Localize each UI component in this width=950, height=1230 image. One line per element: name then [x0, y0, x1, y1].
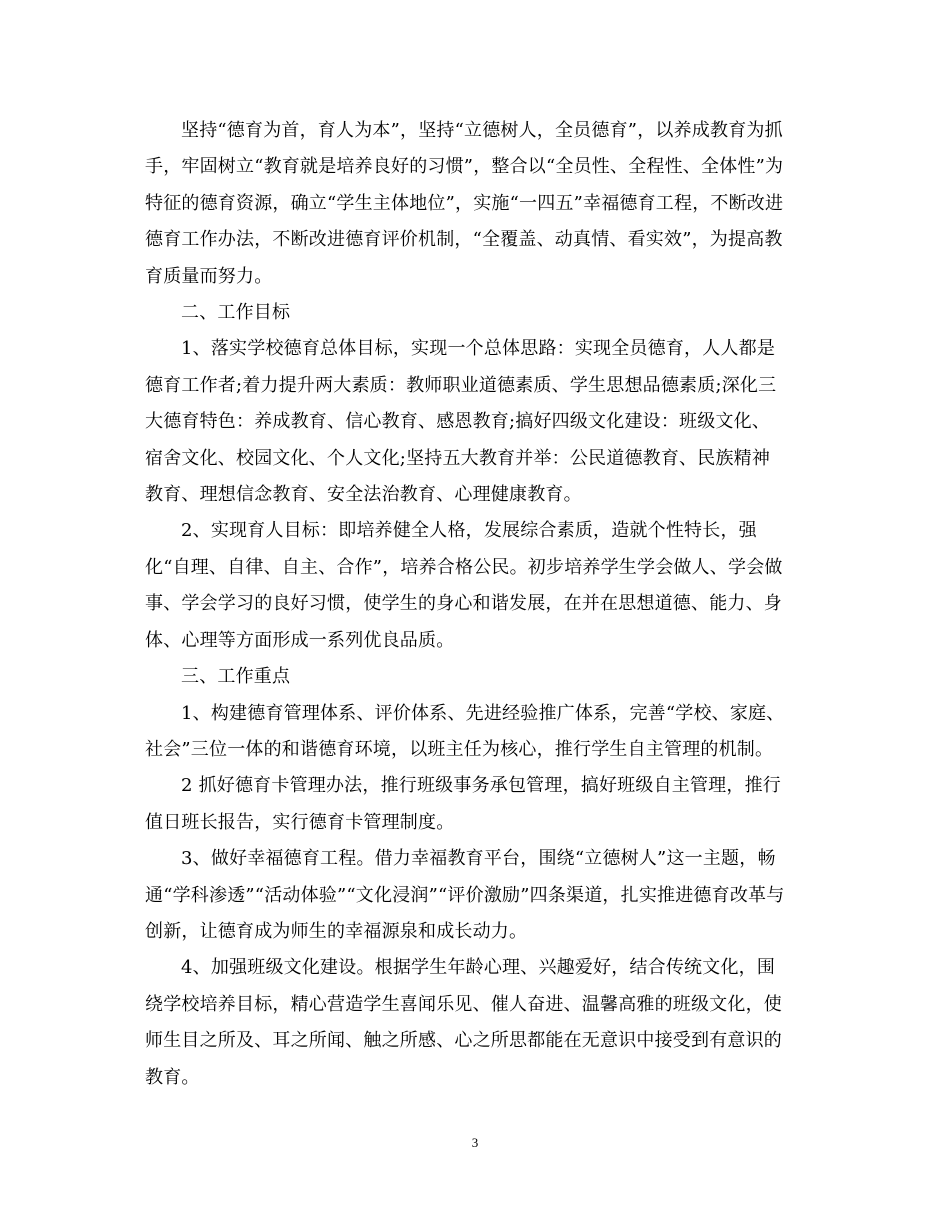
paragraph-focus-2	[145, 768, 805, 841]
text-line: 教育。	[145, 1066, 200, 1088]
text-line: 事、学会学习的良好习惯，使学生的身心和谐发展，在并在思想道德、能力、身	[145, 593, 782, 615]
section-heading-focus	[145, 659, 805, 695]
paragraph-focus-3	[145, 841, 805, 950]
paragraph-guiding-principle	[145, 113, 805, 295]
text-line: 2、实现育人目标：即培养健全人格，发展综合素质，造就个性特长，强	[181, 520, 757, 542]
text-line: 德育工作者;着力提升两大素质：教师职业道德素质、学生思想品德素质;深化三	[145, 374, 777, 396]
text-line: 4、加强班级文化建设。根据学生年龄心理、兴趣爱好，结合传统文化，围	[181, 957, 776, 979]
text-line: 师生目之所及、耳之所闻、触之所感、心之所思都能在无意识中接受到有意识的	[145, 1030, 782, 1052]
text-line: 1、落实学校德育总体目标，实现一个总体思路：实现全员德育，人人都是	[181, 338, 776, 360]
text-line: 大德育特色：养成教育、信心教育、感恩教育;搞好四级文化建设：班级文化、	[145, 411, 771, 433]
text-line: 坚持“德育为首，育人为本”，坚持“立德树人，全员德育”，以养成教育为抓	[181, 120, 783, 141]
text-line: 社会”三位一体的和谐德育环境，以班主任为核心，推行学生自主管理的机制。	[145, 738, 774, 760]
text-line: 特征的德育资源，确立“学生主体地位”，实施“一四五”幸福德育工程，不断改进	[145, 192, 784, 214]
text-line: 宿舍文化、校园文化、个人文化;坚持五大教育并举：公民道德教育、民族精神	[145, 447, 771, 469]
text-line: 手，牢固树立“教育就是培养良好的习惯”，整合以“全员性、全程性、全体性”为	[145, 156, 784, 178]
page-number: 3	[471, 1135, 479, 1150]
paragraph-goal-1	[145, 331, 805, 513]
text-line: 2 抓好德育卡管理办法，推行班级事务承包管理，搞好班级自主管理，推行	[181, 775, 781, 797]
paragraph-goal-2	[145, 513, 805, 659]
paragraph-focus-1	[145, 696, 805, 769]
paragraph-focus-4	[145, 950, 805, 1096]
heading-text: 二、工作目标	[181, 302, 291, 324]
text-line: 1、构建德育管理体系、评价体系、先进经验推广体系，完善“学校、家庭、	[181, 702, 785, 724]
text-line: 通“学科渗透”“活动体验”“文化浸润”“评价激励”四条渠道，扎实推进德育改革与	[145, 884, 785, 906]
document-body	[145, 113, 805, 1096]
text-line: 教育、理想信念教育、安全法治教育、心理健康教育。	[145, 484, 582, 506]
text-line: 德育工作办法，不断改进德育评价机制，“全覆盖、动真情、看实效”，为提高教	[145, 229, 783, 251]
text-line: 绕学校培养目标，精心营造学生喜闻乐见、催人奋进、温馨高雅的班级文化，使	[145, 993, 782, 1015]
text-line: 化“自理、自律、自主、合作”，培养合格公民。初步培养学生学会做人、学会做	[145, 556, 783, 578]
text-line: 体、心理等方面形成一系列优良品质。	[145, 629, 455, 651]
text-line: 3、做好幸福德育工程。借力幸福教育平台，围绕“立德树人”这一主题，畅	[181, 848, 776, 870]
text-line: 育质量而努力。	[145, 265, 273, 287]
heading-text: 三、工作重点	[181, 666, 291, 688]
section-heading-goals	[145, 295, 805, 331]
text-line: 值日班长报告，实行德育卡管理制度。	[145, 811, 455, 833]
text-line: 创新，让德育成为师生的幸福源泉和成长动力。	[145, 920, 528, 942]
